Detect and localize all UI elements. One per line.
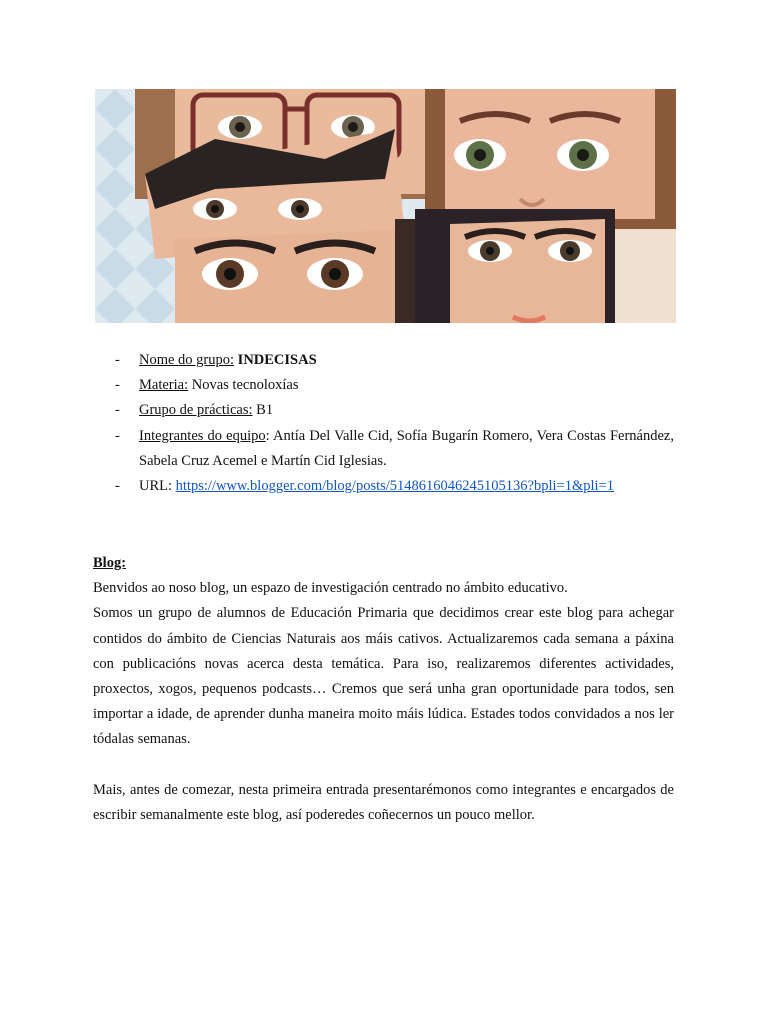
- blog-heading: Blog:: [93, 555, 127, 571]
- subject-label: Materia:: [139, 377, 189, 394]
- url-label: URL:: [139, 478, 176, 495]
- list-item: - Nome do grupo: INDECISAS: [115, 352, 317, 368]
- practice-group-value: B1: [256, 402, 274, 419]
- list-item: - Grupo de prácticas: B1: [115, 402, 274, 419]
- list-item: - Materia: Novas tecnoloxías: [115, 377, 299, 394]
- blog-paragraph-intro: Mais, antes de comezar, nesta primeira entrada presentarémonos como integrantes e encargados de escribir semanalmente este blog, así poderedes coñecernos un pouco mellor.: [93, 781, 674, 823]
- members-label: Integrantes do equipo: [139, 427, 266, 444]
- blog-url-link[interactable]: https://www.blogger.com/blog/posts/5148616046245105136?bpli=1&pli=1: [175, 478, 614, 495]
- list-item: - Integrantes do equipo: Antía Del Valle Cid, Sofía Bugarín Romero, Vera Costas Fernández, Sabela Cruz Acemel e Martín Cid Iglesias.: [115, 427, 674, 469]
- group-name-label: Nome do grupo:: [139, 352, 235, 368]
- group-info-list: [93, 348, 674, 499]
- list-item: - URL: https://www.blogger.com/blog/posts/5148616046245105136?bpli=1&pli=1: [115, 478, 614, 495]
- blog-paragraph-about: Somos un grupo de alumnos de Educación Primaria que decidimos crear este blog para achegar contidos do ámbito de Ciencias Naturais aos máis cativos. Actualizaremos cada semana a páxina con publicacións novas acerca desta temática. Para iso, realizaremos diferentes actividades, proxectos, xogos, pequenos podcasts… Cremos que será unha gran oportunidade para todos, sen importar a idade, de aprender dunha maneira moito máis lúdica. Estades todos convidados a nos ler tódalas semanas.: [93, 605, 674, 748]
- group-name-value: INDECISAS: [237, 352, 317, 368]
- blog-paragraph-welcome: Benvidos ao noso blog, un espazo de investigación centrado no ámbito educativo.: [93, 580, 568, 597]
- practice-group-label: Grupo de prácticas:: [139, 402, 253, 419]
- group-avatars-banner: [95, 89, 676, 323]
- face-green-eyes: [425, 89, 676, 229]
- avatars-illustration: [95, 89, 676, 323]
- members-value: : Antía Del Valle Cid, Sofía Bugarín Romero, Vera Costas Fernández, Sabela Cruz Acemel e Martín Cid Iglesias.: [139, 427, 674, 469]
- face-bottom-right: [415, 209, 615, 323]
- subject-value: Novas tecnoloxías: [191, 377, 299, 394]
- blog-section: [93, 551, 674, 828]
